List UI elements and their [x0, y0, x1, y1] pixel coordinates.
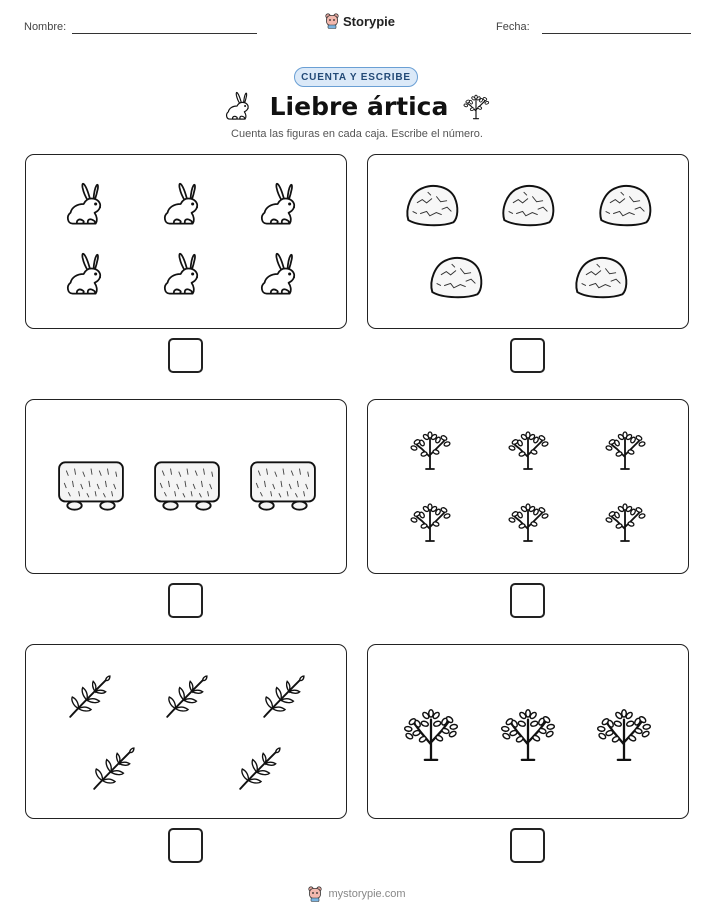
counting-box-rabbits: [25, 154, 347, 329]
answer-box-rocks[interactable]: [510, 338, 545, 373]
shrub-figure: [506, 424, 550, 474]
rabbit-figure: [161, 179, 209, 229]
rock-figure: [573, 253, 629, 301]
answer-box-rabbits[interactable]: [168, 338, 203, 373]
bear-mascot-icon: [308, 886, 322, 902]
shrub-figure: [603, 496, 647, 546]
rabbit-figure: [258, 179, 306, 229]
answer-box-shrubs[interactable]: [510, 583, 545, 618]
hay-bale-figure: [248, 458, 318, 512]
counting-box-shrubs: [367, 399, 689, 574]
shrub-icon: [462, 91, 490, 121]
date-field[interactable]: [542, 33, 691, 34]
answer-box-trees[interactable]: [510, 828, 545, 863]
tree-figure: [497, 701, 559, 763]
date-label: Fecha:: [496, 21, 530, 33]
counting-box-twigs: [25, 644, 347, 819]
rock-figure: [428, 253, 484, 301]
footer-url[interactable]: mystorypie.com: [328, 888, 406, 900]
rabbit-figure: [64, 249, 112, 299]
rabbit-figure: [258, 249, 306, 299]
twig-figure: [260, 671, 306, 723]
shrub-figure: [603, 424, 647, 474]
shrub-figure: [408, 496, 452, 546]
counting-box-trees: [367, 644, 689, 819]
rock-figure: [597, 181, 653, 229]
shrub-figure: [408, 424, 452, 474]
rock-figure: [404, 181, 460, 229]
twig-figure: [90, 743, 136, 795]
shrub-figure: [506, 496, 550, 546]
rabbit-figure: [64, 179, 112, 229]
rock-figure: [500, 181, 556, 229]
title-row: [0, 90, 714, 122]
footer: [0, 886, 714, 902]
name-field[interactable]: [72, 33, 257, 34]
hay-bale-figure: [152, 458, 222, 512]
rabbit-icon: [224, 90, 256, 122]
twig-figure: [236, 743, 282, 795]
page-title: Liebre ártica: [269, 91, 449, 121]
bear-mascot-icon: [325, 13, 339, 29]
counting-box-hay-bales: [25, 399, 347, 574]
tree-figure: [400, 701, 462, 763]
twig-figure: [66, 671, 112, 723]
tree-figure: [593, 701, 655, 763]
brand-name: Storypie: [343, 13, 396, 29]
answer-box-hay-bales[interactable]: [168, 583, 203, 618]
twig-figure: [163, 671, 209, 723]
instructions: Cuenta las figuras en cada caja. Escribe el número.: [231, 128, 483, 140]
name-label: Nombre:: [24, 21, 67, 33]
counting-box-rocks: [367, 154, 689, 329]
brand: [325, 13, 395, 29]
rabbit-figure: [161, 249, 209, 299]
answer-box-twigs[interactable]: [168, 828, 203, 863]
hay-bale-figure: [56, 458, 126, 512]
activity-badge: CUENTA Y ESCRIBE: [294, 67, 418, 87]
